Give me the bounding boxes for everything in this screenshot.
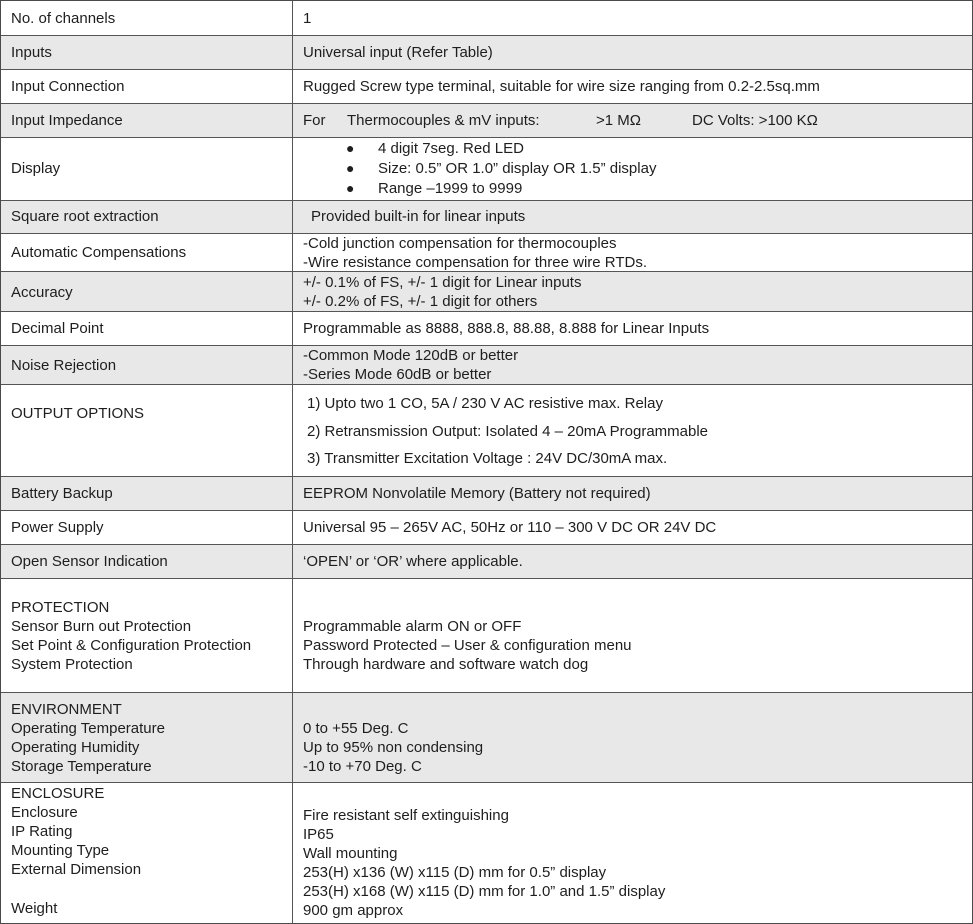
row-label: Enclosure	[11, 804, 78, 821]
row-value-line: Fire resistant self extinguishing	[303, 807, 509, 824]
value-cell	[294, 234, 972, 271]
row-label: Storage Temperature	[11, 758, 152, 775]
row-value-line: Up to 95% non condensing	[303, 739, 484, 756]
table-row	[1, 693, 972, 783]
row-label: IP Rating	[11, 823, 73, 840]
value-part: DC Volts: >100 KΩ	[692, 112, 818, 129]
label-cell	[1, 272, 293, 311]
value-cell	[294, 693, 972, 782]
value-cell	[294, 1, 972, 35]
table-row	[1, 138, 972, 201]
row-value-line: 0 to +55 Deg. C	[303, 720, 409, 737]
row-label: Accuracy	[11, 284, 73, 301]
row-label: System Protection	[11, 656, 133, 673]
table-row	[1, 104, 972, 138]
value-cell	[294, 579, 972, 692]
row-label: Input Connection	[11, 78, 125, 95]
row-value-line: Password Protected – User & configuration menu	[303, 637, 632, 654]
row-value-line: IP65	[303, 826, 334, 843]
table-row	[1, 545, 972, 579]
row-value-line: 253(H) x136 (W) x115 (D) mm for 0.5” display	[303, 864, 607, 881]
table-row	[1, 783, 972, 923]
row-label: Operating Humidity	[11, 739, 140, 756]
row-value-line: +/- 0.1% of FS, +/- 1 digit for Linear inputs	[303, 274, 582, 291]
table-row	[1, 1, 972, 36]
row-value-line: 900 gm approx	[303, 902, 404, 919]
table-row	[1, 36, 972, 70]
row-label: Mounting Type	[11, 842, 110, 859]
row-value-line: 1) Upto two 1 CO, 5A / 230 V AC resistive max. Relay	[307, 395, 663, 412]
table-row	[1, 579, 972, 693]
label-cell	[1, 385, 293, 476]
value-part: Thermocouples & mV inputs:	[347, 112, 540, 129]
table-row	[1, 234, 972, 272]
label-cell	[1, 477, 293, 510]
row-value: EEPROM Nonvolatile Memory (Battery not required)	[303, 485, 651, 502]
value-cell	[294, 272, 972, 311]
row-label: Automatic Compensations	[11, 244, 187, 261]
row-label: Battery Backup	[11, 485, 113, 502]
table-row	[1, 346, 972, 385]
row-label: Inputs	[11, 44, 52, 61]
section-heading: ENVIRONMENT	[11, 701, 122, 718]
value-cell	[294, 346, 972, 384]
label-cell	[1, 511, 293, 544]
row-label: Weight	[11, 900, 58, 917]
label-cell	[1, 312, 293, 345]
label-cell	[1, 104, 293, 137]
row-label: OUTPUT OPTIONS	[11, 405, 145, 422]
row-label: Set Point & Configuration Protection	[11, 637, 252, 654]
row-label: External Dimension	[11, 861, 142, 878]
row-value: Universal 95 – 265V AC, 50Hz or 110 – 300 V DC OR 24V DC	[303, 519, 717, 536]
row-label: Square root extraction	[11, 208, 159, 225]
value-cell	[294, 783, 972, 923]
row-value-line: Programmable alarm ON or OFF	[303, 618, 522, 635]
section-heading: PROTECTION	[11, 599, 110, 616]
row-value-line: -10 to +70 Deg. C	[303, 758, 422, 775]
label-cell	[1, 70, 293, 103]
row-label: Power Supply	[11, 519, 104, 536]
value-part: For	[303, 112, 326, 129]
row-value: Programmable as 8888, 888.8, 88.88, 8.888 for Linear Inputs	[303, 320, 710, 337]
value-cell	[294, 70, 972, 103]
row-value-line: 3) Transmitter Excitation Voltage : 24V DC/30mA max.	[307, 450, 668, 467]
bullet-dot-icon: ●	[346, 180, 355, 196]
row-label: Noise Rejection	[11, 357, 117, 374]
value-cell	[294, 312, 972, 345]
row-value-line: Wall mounting	[303, 845, 398, 862]
table-row	[1, 511, 972, 545]
table-row	[1, 385, 972, 477]
row-value: Universal input (Refer Table)	[303, 44, 493, 61]
value-cell	[294, 511, 972, 544]
row-value-line: -Series Mode 60dB or better	[303, 366, 492, 383]
label-cell	[1, 234, 293, 271]
value-cell	[294, 545, 972, 578]
bullet-dot-icon: ●	[346, 140, 355, 156]
value-cell	[294, 104, 972, 137]
bullet-item: 4 digit 7seg. Red LED	[378, 140, 524, 157]
value-cell	[294, 477, 972, 510]
table-row	[1, 272, 972, 312]
bullet-item: Size: 0.5” OR 1.0” display OR 1.5” display	[378, 160, 657, 177]
label-cell	[1, 36, 293, 69]
row-value: ‘OPEN’ or ‘OR’ where applicable.	[303, 553, 523, 570]
label-cell	[1, 138, 293, 200]
value-part: >1 MΩ	[596, 112, 641, 129]
row-value-line: 253(H) x168 (W) x115 (D) mm for 1.0” and 1.5” display	[303, 883, 666, 900]
row-label: Display	[11, 160, 61, 177]
row-label: Decimal Point	[11, 320, 104, 337]
row-value-line: -Common Mode 120dB or better	[303, 347, 519, 364]
label-cell	[1, 545, 293, 578]
value-cell	[294, 201, 972, 233]
row-value-line: Through hardware and software watch dog	[303, 656, 589, 673]
label-cell	[1, 579, 293, 692]
label-cell	[1, 346, 293, 384]
bullet-item: Range –1999 to 9999	[378, 180, 523, 197]
row-value-line: +/- 0.2% of FS, +/- 1 digit for others	[303, 293, 538, 310]
section-heading: ENCLOSURE	[11, 785, 105, 802]
row-value: Rugged Screw type terminal, suitable for wire size ranging from 0.2-2.5sq.mm	[303, 78, 820, 95]
table-row	[1, 70, 972, 104]
row-label: Open Sensor Indication	[11, 553, 168, 570]
row-value-line: 2) Retransmission Output: Isolated 4 – 20mA Programmable	[307, 423, 709, 440]
bullet-dot-icon: ●	[346, 160, 355, 176]
table-row	[1, 477, 972, 511]
row-value-line: -Wire resistance compensation for three wire RTDs.	[303, 254, 648, 271]
label-cell	[1, 783, 293, 923]
row-value: 1	[303, 10, 312, 27]
row-label: Operating Temperature	[11, 720, 165, 737]
label-cell	[1, 693, 293, 782]
value-cell	[294, 385, 972, 476]
row-label: Sensor Burn out Protection	[11, 618, 192, 635]
label-cell	[1, 201, 293, 233]
row-value: Provided built-in for linear inputs	[311, 208, 526, 225]
label-cell	[1, 1, 293, 35]
table-row	[1, 312, 972, 346]
table-row	[1, 201, 972, 234]
row-value-line: -Cold junction compensation for thermocouples	[303, 235, 617, 252]
value-cell	[294, 36, 972, 69]
row-label: No. of channels	[11, 10, 116, 27]
value-cell	[294, 138, 972, 200]
row-label: Input Impedance	[11, 112, 123, 129]
